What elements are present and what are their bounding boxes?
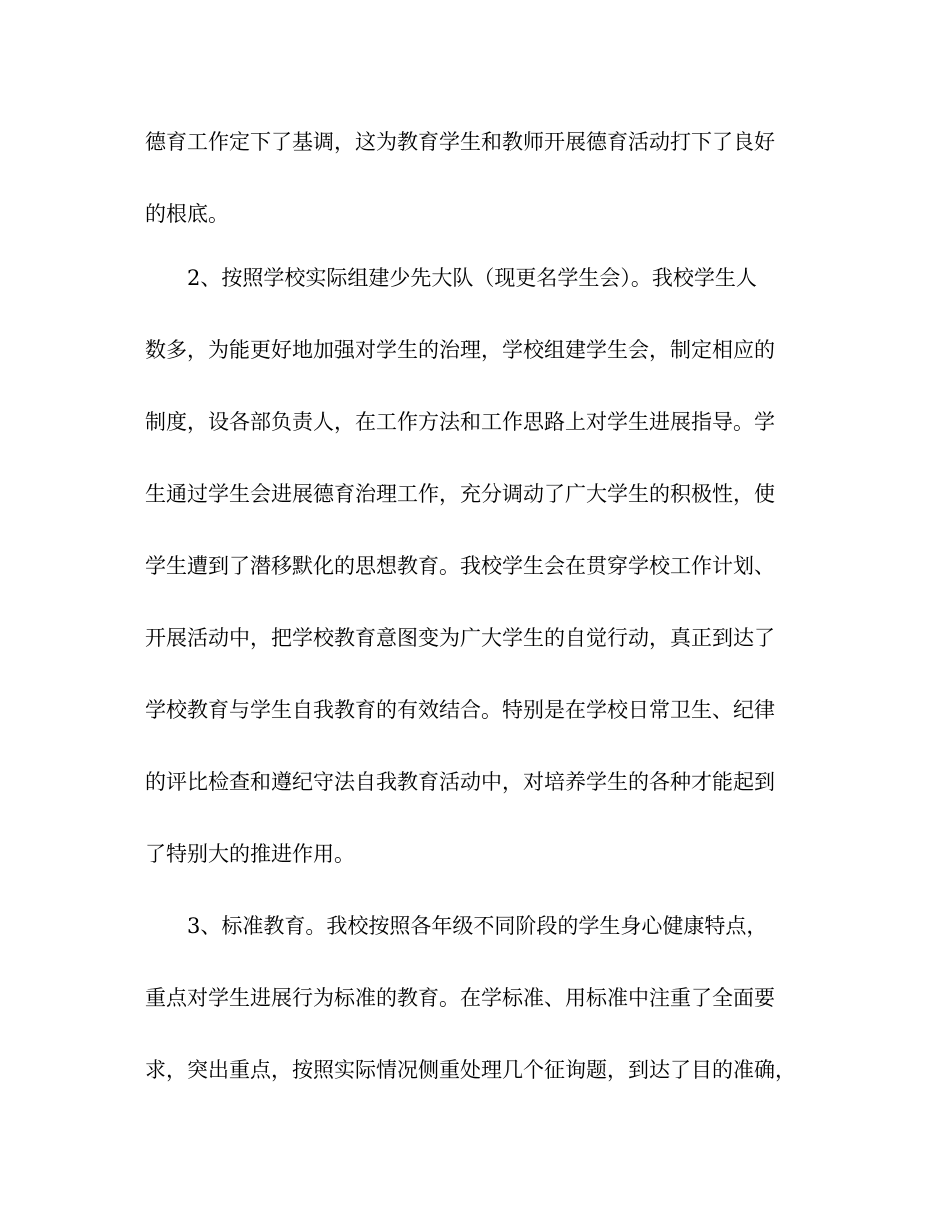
paragraph-line: 德育工作定下了基调，这为教育学生和教师开展德育活动打下了良好 — [145, 130, 775, 154]
paragraph-line: 求，突出重点，按照实际情况侧重处理几个征询题，到达了目的准确， — [145, 1058, 796, 1082]
paragraph-line: 3、标准教育。我校按照各年级不同阶段的学生身心健康特点， — [187, 914, 768, 938]
paragraph-line: 学生遭到了潜移默化的思想教育。我校学生会在贯穿学校工作计划、 — [145, 554, 775, 578]
paragraph-line: 生通过学生会进展德育治理工作，充分调动了广大学生的积极性，使 — [145, 482, 775, 506]
paragraph-line: 2、按照学校实际组建少先大队（现更名学生会）。我校学生人 — [187, 266, 757, 290]
paragraph-line: 开展活动中，把学校教育意图变为广大学生的自觉行动，真正到达了 — [145, 626, 775, 650]
paragraph-line: 学校教育与学生自我教育的有效结合。特别是在学校日常卫生、纪律 — [145, 698, 775, 722]
paragraph-line: 制度，设各部负责人，在工作方法和工作思路上对学生进展指导。学 — [145, 410, 775, 434]
paragraph-line: 数多，为能更好地加强对学生的治理，学校组建学生会，制定相应的 — [145, 338, 775, 362]
paragraph-line: 的根底。 — [145, 202, 229, 226]
paragraph-line: 的评比检查和遵纪守法自我教育活动中，对培养学生的各种才能起到 — [145, 770, 775, 794]
paragraph-line: 重点对学生进展行为标准的教育。在学标准、用标准中注重了全面要 — [145, 986, 775, 1010]
paragraph-line: 了特别大的推进作用。 — [145, 842, 355, 866]
